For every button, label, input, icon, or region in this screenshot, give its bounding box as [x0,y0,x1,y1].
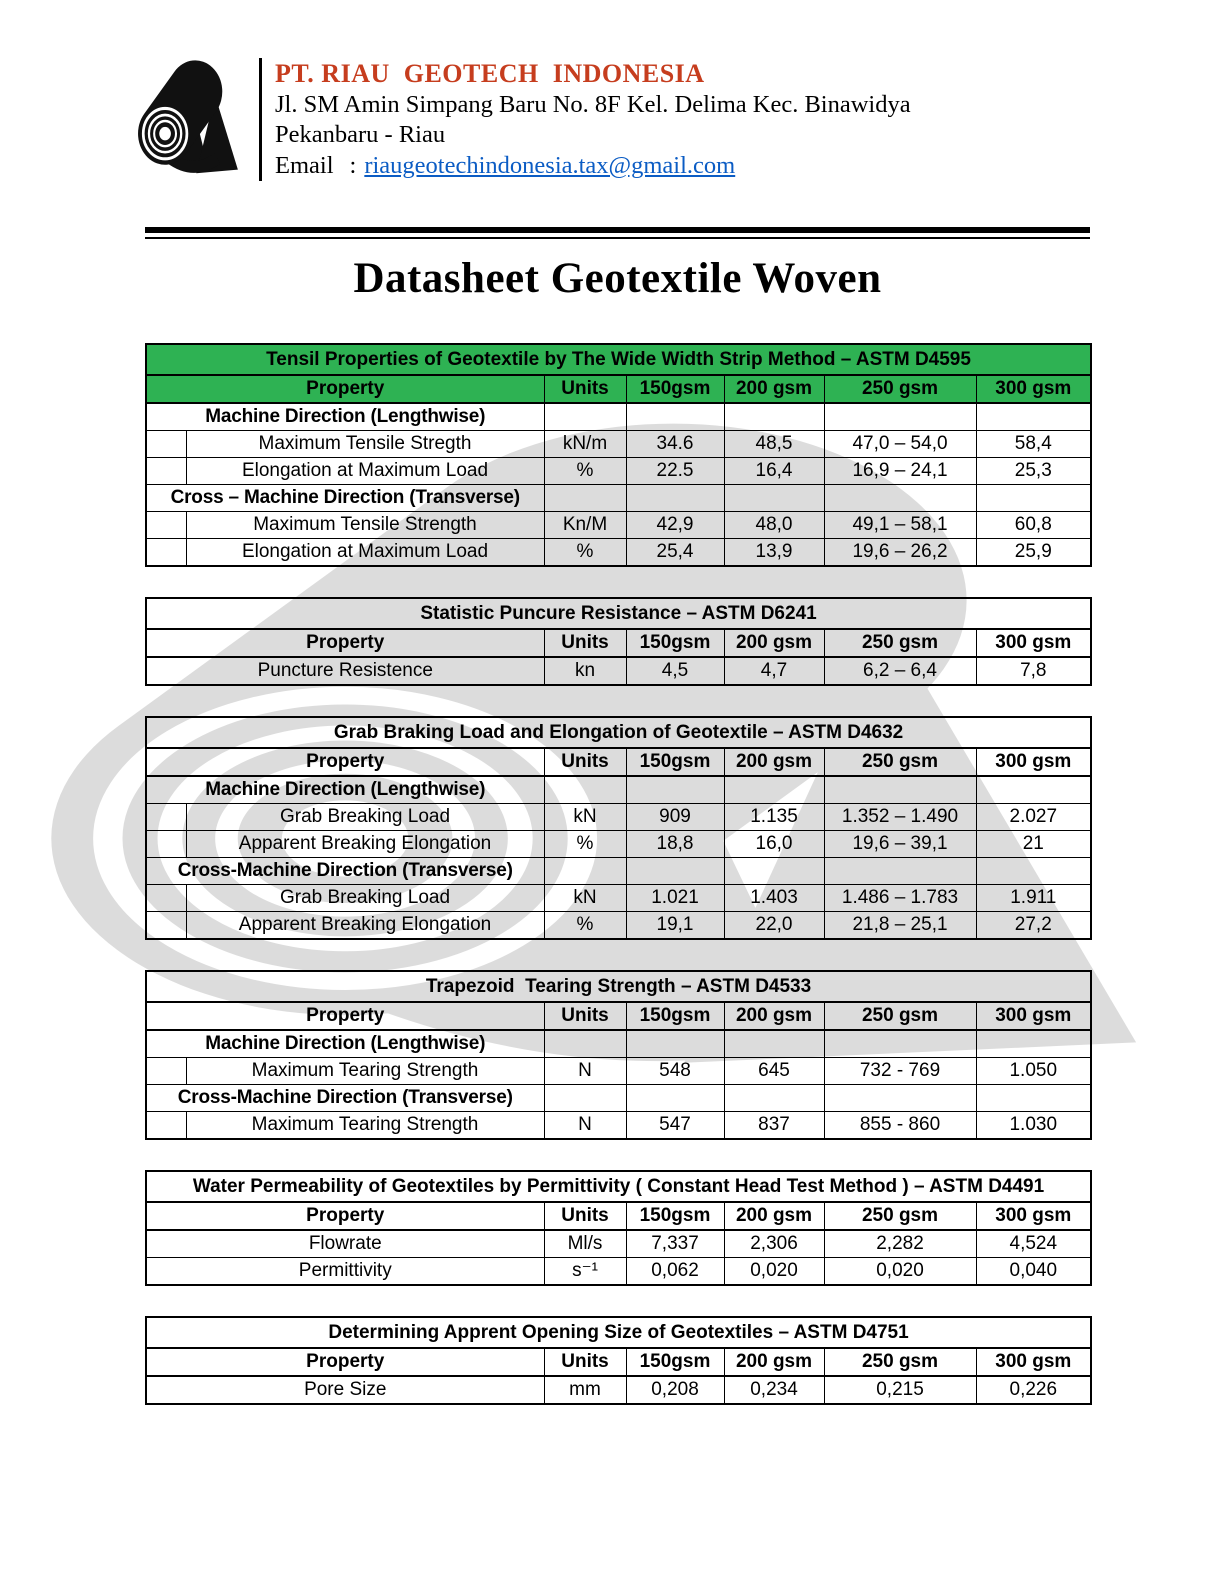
section-row [146,1030,1091,1058]
value-cell: 58,4 [976,431,1091,458]
value-cell: 16,9 – 24,1 [824,458,976,485]
letterhead [145,0,1090,181]
column-header-5: 300 gsm [976,375,1091,403]
column-header-5: 300 gsm [976,748,1091,776]
units-cell: % [544,458,626,485]
empty-cell [824,485,976,512]
data-row [146,431,1091,458]
empty-cell [976,485,1091,512]
property-cell: Maximum Tensile Strength [186,512,544,539]
value-cell: 1.403 [724,885,824,912]
section-row [146,403,1091,431]
value-cell: 0,020 [724,1258,824,1286]
units-cell: Kn/M [544,512,626,539]
value-cell: 0,020 [824,1258,976,1286]
value-cell: 2.027 [976,804,1091,831]
value-cell: 855 - 860 [824,1112,976,1140]
column-header-2: 150gsm [626,748,724,776]
table-title: Grab Braking Load and Elongation of Geotextile – ASTM D4632 [146,717,1091,748]
value-cell: 22,0 [724,912,824,940]
column-header-row [146,1202,1091,1230]
table-tensile [145,343,1092,567]
value-cell: 2,282 [824,1230,976,1258]
column-header-row [146,375,1091,403]
property-cell: Puncture Resistence [146,657,544,685]
value-cell: 19,6 – 39,1 [824,831,976,858]
table-title: Trapezoid Tearing Strength – ASTM D4533 [146,971,1091,1002]
value-cell: 47,0 – 54,0 [824,431,976,458]
column-header-0: Property [146,748,544,776]
company-name: PT. RIAU GEOTECH INDONESIA [275,59,705,88]
units-cell: % [544,912,626,940]
header-rule [145,227,1090,239]
value-cell: 18,8 [626,831,724,858]
property-cell: Permittivity [146,1258,544,1286]
property-cell: Apparent Breaking Elongation [186,831,544,858]
value-cell: 34.6 [626,431,724,458]
empty-cell [544,403,626,431]
value-cell: 0,234 [724,1376,824,1404]
table-title: Statistic Puncure Resistance – ASTM D6241 [146,598,1091,629]
column-header-5: 300 gsm [976,1348,1091,1376]
column-header-4: 250 gsm [824,748,976,776]
property-cell: Maximum Tensile Stregth [186,431,544,458]
table-title-row [146,1317,1091,1348]
data-row [146,512,1091,539]
column-header-3: 200 gsm [724,629,824,657]
units-cell: kN [544,804,626,831]
table-trapezoid [145,970,1092,1140]
section-row [146,1085,1091,1112]
column-header-4: 250 gsm [824,629,976,657]
column-header-0: Property [146,629,544,657]
empty-cell [824,1085,976,1112]
empty-cell [544,1030,626,1058]
empty-cell [544,485,626,512]
email-link[interactable]: riaugeotechindonesia.tax@gmail.com [364,152,736,179]
value-cell: 1.021 [626,885,724,912]
value-cell: 21,8 – 25,1 [824,912,976,940]
data-row [146,657,1091,685]
value-cell: 4,7 [724,657,824,685]
table-title-row [146,344,1091,375]
units-cell: kN [544,885,626,912]
column-header-3: 200 gsm [724,1348,824,1376]
value-cell: 19,1 [626,912,724,940]
property-cell: Elongation at Maximum Load [186,539,544,567]
column-header-2: 150gsm [626,1348,724,1376]
value-cell: 1.486 – 1.783 [824,885,976,912]
indent-cell [146,431,186,458]
table-title-row [146,1171,1091,1202]
value-cell: 732 - 769 [824,1058,976,1085]
address-line-2: Pekanbaru - Riau [275,121,446,148]
empty-cell [976,1085,1091,1112]
empty-cell [824,858,976,885]
table-title: Tensil Properties of Geotextile by The Wide Width Strip Method – ASTM D4595 [146,344,1091,375]
units-cell: N [544,1112,626,1140]
page-title: Datasheet Geotextile Woven [353,255,882,302]
column-header-5: 300 gsm [976,629,1091,657]
section-label: Cross-Machine Direction (Transverse) [146,1085,544,1112]
column-header-3: 200 gsm [724,375,824,403]
units-cell: % [544,539,626,567]
data-row [146,1230,1091,1258]
column-header-5: 300 gsm [976,1002,1091,1030]
empty-cell [724,403,824,431]
section-row [146,858,1091,885]
section-row [146,776,1091,804]
section-label: Machine Direction (Lengthwise) [146,1030,544,1058]
empty-cell [724,485,824,512]
empty-cell [544,858,626,885]
value-cell: 7,8 [976,657,1091,685]
units-cell: % [544,831,626,858]
data-row [146,804,1091,831]
column-header-0: Property [146,375,544,403]
value-cell: 548 [626,1058,724,1085]
table-puncture [145,597,1092,686]
data-row [146,1058,1091,1085]
property-cell: Elongation at Maximum Load [186,458,544,485]
empty-cell [626,1030,724,1058]
column-header-2: 150gsm [626,375,724,403]
data-row [146,1376,1091,1404]
column-header-3: 200 gsm [724,748,824,776]
indent-cell [146,458,186,485]
datasheet-tables [145,343,1090,1405]
value-cell: 0,226 [976,1376,1091,1404]
value-cell: 25,4 [626,539,724,567]
indent-cell [146,831,186,858]
empty-cell [626,403,724,431]
value-cell: 21 [976,831,1091,858]
value-cell: 25,9 [976,539,1091,567]
section-label: Cross-Machine Direction (Transverse) [146,858,544,885]
indent-cell [146,539,186,567]
value-cell: 1.050 [976,1058,1091,1085]
value-cell: 0,215 [824,1376,976,1404]
data-row [146,1258,1091,1286]
data-row [146,831,1091,858]
column-header-row [146,1348,1091,1376]
empty-cell [976,1030,1091,1058]
column-header-1: Units [544,375,626,403]
column-header-0: Property [146,1348,544,1376]
data-row [146,912,1091,940]
empty-cell [724,1085,824,1112]
units-cell: kn [544,657,626,685]
column-header-row [146,748,1091,776]
empty-cell [824,776,976,804]
value-cell: 1.135 [724,804,824,831]
column-header-1: Units [544,1348,626,1376]
company-logo-icon [137,58,241,178]
empty-cell [976,776,1091,804]
indent-cell [146,512,186,539]
section-row [146,485,1091,512]
value-cell: 7,337 [626,1230,724,1258]
empty-cell [824,403,976,431]
empty-cell [626,776,724,804]
value-cell: 547 [626,1112,724,1140]
value-cell: 0,208 [626,1376,724,1404]
value-cell: 27,2 [976,912,1091,940]
data-row [146,1112,1091,1140]
property-cell: Maximum Tearing Strength [186,1058,544,1085]
column-header-3: 200 gsm [724,1002,824,1030]
column-header-2: 150gsm [626,629,724,657]
column-header-4: 250 gsm [824,1202,976,1230]
address-line-1: Jl. SM Amin Simpang Baru No. 8F Kel. Delima Kec. Binawidya [275,91,911,118]
indent-cell [146,804,186,831]
column-header-4: 250 gsm [824,1348,976,1376]
table-permeability [145,1170,1092,1286]
empty-cell [626,485,724,512]
units-cell: N [544,1058,626,1085]
indent-cell [146,1112,186,1140]
column-header-1: Units [544,629,626,657]
column-header-3: 200 gsm [724,1202,824,1230]
value-cell: 909 [626,804,724,831]
property-cell: Flowrate [146,1230,544,1258]
value-cell: 2,306 [724,1230,824,1258]
table-title-row [146,971,1091,1002]
column-header-2: 150gsm [626,1202,724,1230]
column-header-4: 250 gsm [824,1002,976,1030]
empty-cell [724,1030,824,1058]
units-cell: Ml/s [544,1230,626,1258]
column-header-row [146,629,1091,657]
empty-cell [824,1030,976,1058]
value-cell: 1.352 – 1.490 [824,804,976,831]
column-header-5: 300 gsm [976,1202,1091,1230]
empty-cell [976,858,1091,885]
column-header-4: 250 gsm [824,375,976,403]
indent-cell [146,1058,186,1085]
units-cell: mm [544,1376,626,1404]
value-cell: 0,062 [626,1258,724,1286]
value-cell: 60,8 [976,512,1091,539]
value-cell: 48,5 [724,431,824,458]
value-cell: 48,0 [724,512,824,539]
section-label: Cross – Machine Direction (Transverse) [146,485,544,512]
empty-cell [544,776,626,804]
value-cell: 1.030 [976,1112,1091,1140]
table-grab [145,716,1092,940]
value-cell: 13,9 [724,539,824,567]
value-cell: 25,3 [976,458,1091,485]
indent-cell [146,912,186,940]
value-cell: 22.5 [626,458,724,485]
section-label: Machine Direction (Lengthwise) [146,776,544,804]
empty-cell [626,1085,724,1112]
empty-cell [544,1085,626,1112]
property-cell: Pore Size [146,1376,544,1404]
empty-cell [626,858,724,885]
property-cell: Grab Breaking Load [186,804,544,831]
column-header-2: 150gsm [626,1002,724,1030]
empty-cell [976,403,1091,431]
table-title-row [146,717,1091,748]
data-row [146,458,1091,485]
units-cell: s⁻¹ [544,1258,626,1286]
table-title-row [146,598,1091,629]
table-title: Determining Apprent Opening Size of Geotextiles – ASTM D4751 [146,1317,1091,1348]
empty-cell [724,858,824,885]
column-header-0: Property [146,1202,544,1230]
value-cell: 837 [724,1112,824,1140]
value-cell: 0,040 [976,1258,1091,1286]
property-cell: Grab Breaking Load [186,885,544,912]
column-header-1: Units [544,1202,626,1230]
value-cell: 49,1 – 58,1 [824,512,976,539]
column-header-1: Units [544,748,626,776]
email-line [275,150,911,181]
table-opening [145,1316,1092,1405]
column-header-row [146,1002,1091,1030]
value-cell: 4,5 [626,657,724,685]
column-header-1: Units [544,1002,626,1030]
units-cell: kN/m [544,431,626,458]
table-title: Water Permeability of Geotextiles by Permittivity ( Constant Head Test Method ) – ASTM D4491 [146,1171,1091,1202]
value-cell: 19,6 – 26,2 [824,539,976,567]
property-cell: Apparent Breaking Elongation [186,912,544,940]
value-cell: 4,524 [976,1230,1091,1258]
value-cell: 42,9 [626,512,724,539]
value-cell: 6,2 – 6,4 [824,657,976,685]
section-label: Machine Direction (Lengthwise) [146,403,544,431]
data-row [146,885,1091,912]
email-label: Email [275,152,334,179]
empty-cell [724,776,824,804]
column-header-0: Property [146,1002,544,1030]
value-cell: 645 [724,1058,824,1085]
data-row [146,539,1091,567]
value-cell: 1.911 [976,885,1091,912]
indent-cell [146,885,186,912]
property-cell: Maximum Tearing Strength [186,1112,544,1140]
email-colon: : [349,152,357,179]
value-cell: 16,4 [724,458,824,485]
value-cell: 16,0 [724,831,824,858]
